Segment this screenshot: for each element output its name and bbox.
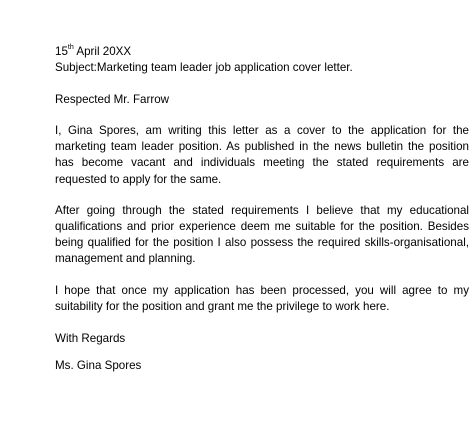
date-month-year: April 20XX xyxy=(73,45,132,58)
letter-paragraph-3: I hope that once my application has been processed, you will agree to my suitability for the position and grant me the privilege to work here. xyxy=(55,283,469,313)
letter-date xyxy=(55,44,469,60)
letter-subject: Subject:Marketing team leader job application cover letter. xyxy=(55,61,353,74)
date-day: 15 xyxy=(55,45,68,58)
letter-paragraph-2: After going through the stated requirements I believe that my educational qualifications and prior experience deem me suitable for the position. Besides being qualified for the position I also possess the required skills-organisational, management and planning. xyxy=(55,203,469,266)
letter-closing: With Regards xyxy=(55,332,126,346)
cover-letter xyxy=(55,44,469,374)
letter-signature: Ms. Gina Spores xyxy=(55,359,142,373)
letter-paragraph-1: I, Gina Spores, am writing this letter as a cover to the application for the marketing team leader position. As published in the news bulletin the position has become vacant and individuals meeting the stated requirements are requested to apply for the same. xyxy=(55,124,469,186)
date-suffix: th xyxy=(67,44,74,52)
letter-salutation: Respected Mr. Farrow xyxy=(55,93,170,106)
